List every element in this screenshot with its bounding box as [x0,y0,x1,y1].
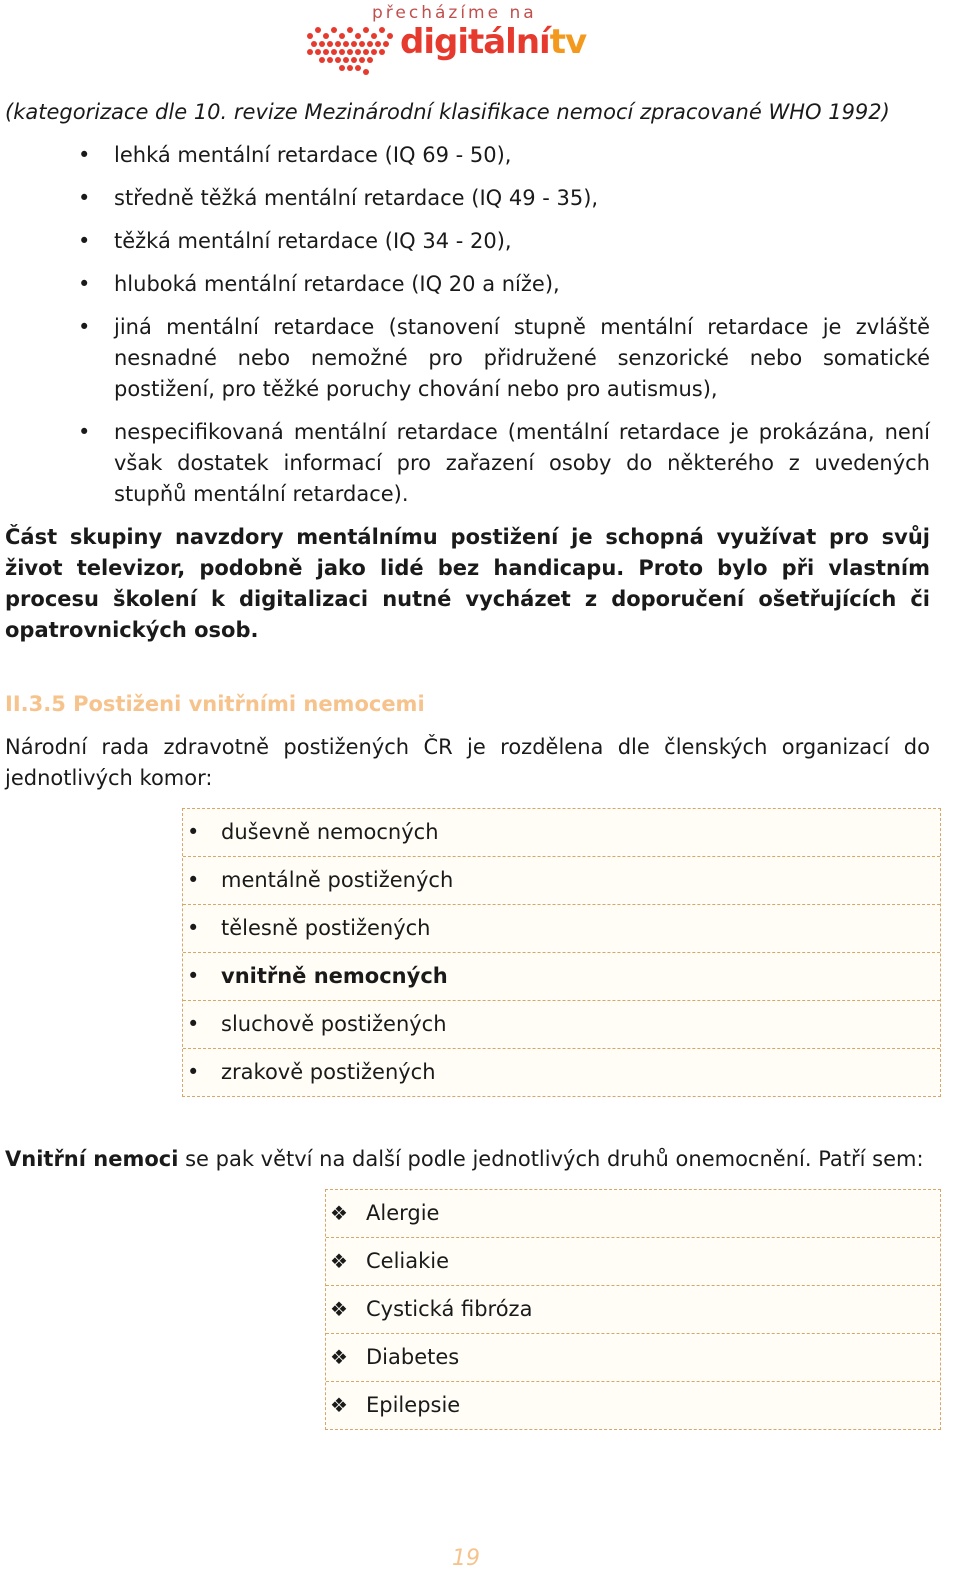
diamond-bullet-icon: ❖ [330,1249,348,1273]
chamber-row: • sluchově postižených [183,1001,940,1049]
logo-wordmark-tv: tv [549,22,587,62]
bullet-icon: • [187,964,200,988]
section-heading: II.3.5 Postiženi vnitřními nemocemi [5,692,425,716]
bullet-icon: • [78,143,91,167]
diseases-box [325,1189,941,1430]
logo-wordmark-digitalni: digitální [400,22,550,62]
bullet-icon: • [187,820,200,844]
bullet-icon: • [78,272,91,296]
page-content [5,97,930,1430]
list-item: • středně těžká mentální retardace (IQ 49 - 35), [5,183,930,214]
bullet-icon: • [78,420,91,444]
chamber-row-highlighted: • vnitřně nemocných [183,953,940,1001]
bullet-icon: • [187,868,200,892]
chamber-row: • mentálně postižených [183,857,940,905]
disease-row: ❖ Alergie [326,1190,940,1238]
list-item: • nespecifikovaná mentální retardace (mentální retardace je prokázána, není však dostatek informací pro zařazení osoby do některého z uvedených stupňů mentální retardace). [5,417,930,510]
chamber-row: • zrakově postižených [183,1049,940,1096]
diseases-intro: Vnitřní nemoci se pak větví na další podle jednotlivých druhů onemocnění. Patří sem: [5,1147,924,1171]
page-number: 19 [452,1546,480,1571]
diamond-bullet-icon: ❖ [330,1393,348,1417]
chambers-box [182,808,941,1097]
chamber-row: • duševně nemocných [183,809,940,857]
section-paragraph: Národní rada zdravotně postižených ČR je rozdělena dle členských organizací do jednotlivých komor: [5,735,930,790]
logo [300,2,600,72]
diamond-bullet-icon: ❖ [330,1345,348,1369]
intro-text: (kategorizace dle 10. revize Mezinárodní klasifikace nemocí zpracované WHO 1992) [5,100,890,124]
bullet-icon: • [187,916,200,940]
disease-row: ❖ Celiakie [326,1238,940,1286]
logo-dots-icon [300,16,396,76]
bullet-icon: • [187,1060,200,1084]
disease-row: ❖ Epilepsie [326,1382,940,1429]
disease-row: ❖ Cystická fibróza [326,1286,940,1334]
retardation-list [5,140,930,510]
list-item: • hluboká mentální retardace (IQ 20 a níže), [5,269,930,300]
logo-wordmark [400,22,586,62]
list-item: • těžká mentální retardace (IQ 34 - 20), [5,226,930,257]
logo-tagline: přecházíme na [372,3,537,23]
bullet-icon: • [187,1012,200,1036]
bold-paragraph: Část skupiny navzdory mentálnímu postižení je schopná využívat pro svůj život televizor, podobně jako lidé bez handicapu. Proto bylo při vlastním procesu školení k digitalizaci nutné vycházet z doporučení ošetřujících či opatrovnických osob. [5,525,930,642]
disease-row: ❖ Diabetes [326,1334,940,1382]
bullet-icon: • [78,186,91,210]
bullet-icon: • [78,315,91,339]
diamond-bullet-icon: ❖ [330,1297,348,1321]
list-item: • jiná mentální retardace (stanovení stupně mentální retardace je zvláště nesnadné nebo nemožné pro přidružené senzorické nebo somatické postižení, pro těžké poruchy chování nebo pro autismus), [5,312,930,405]
list-item: • lehká mentální retardace (IQ 69 - 50), [5,140,930,171]
bullet-icon: • [78,229,91,253]
diamond-bullet-icon: ❖ [330,1201,348,1225]
chamber-row: • tělesně postižených [183,905,940,953]
